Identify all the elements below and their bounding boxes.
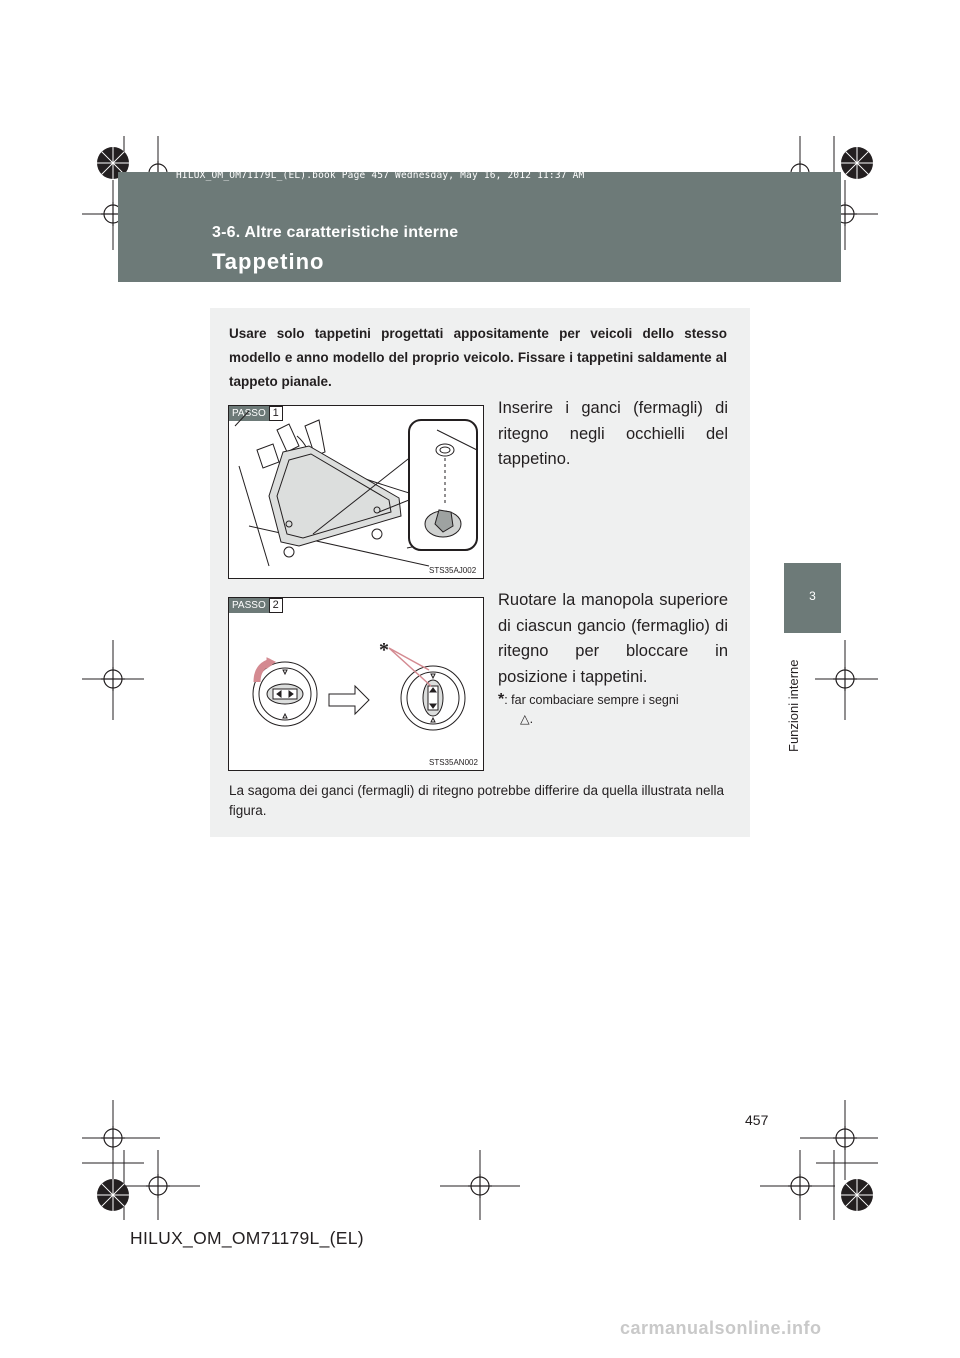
watermark: carmanualsonline.info	[620, 1318, 822, 1338]
note-asterisk: *	[498, 691, 505, 708]
page-number: 457	[745, 1112, 769, 1128]
step-1-badge-number: 1	[269, 406, 283, 421]
book-code: HILUX_OM_OM71179L_(EL)	[130, 1228, 364, 1248]
clip-rotation-illustration	[229, 598, 483, 770]
intro-paragraph: Usare solo tappetini progettati appositamente per veicoli dello stesso modello e anno modello del proprio veicolo. Fissare i tappetini saldamente al tappeto pianale.	[229, 326, 727, 389]
book-info-line: HILUX_OM_OM71179L_(EL).book Page 457 Wednesday, May 16, 2012 11:37 AM	[176, 170, 585, 181]
step-1-figure-code: STS35AJ002	[429, 566, 477, 575]
chapter-tab-label	[786, 642, 800, 752]
section-heading: 3-6. Altre caratteristiche interne	[212, 224, 459, 241]
step-2-figure	[228, 597, 484, 771]
page-title: Tappetino	[212, 249, 325, 274]
step-1-figure	[228, 405, 484, 579]
step-2-figure-code: STS35AN002	[429, 758, 478, 767]
chapter-tab-number: 3	[809, 589, 816, 603]
note-end: .	[529, 712, 534, 726]
floor-mat-illustration	[229, 406, 483, 578]
asterisk-note	[498, 690, 728, 729]
step-2-badge-number: 2	[269, 598, 283, 613]
triangle-mark-icon: △	[520, 712, 530, 726]
chapter-tab-label-text: Funzioni interne	[786, 659, 801, 752]
step-2-badge-label: PASSO	[229, 598, 269, 613]
svg-text:*: *	[379, 639, 389, 661]
step-2-text: Ruotare la manopola superiore di ciascun gancio (fermaglio) di ritegno per bloccare in posizione i tappetini.	[498, 591, 728, 686]
note-text: : far combaciare sempre i segni	[504, 693, 679, 707]
step-1-badge-label: PASSO	[229, 406, 269, 421]
footnote: La sagoma dei ganci (fermagli) di ritegno potrebbe differire da quella illustrata nella figura.	[229, 783, 725, 818]
step-1-text: Inserire i ganci (fermagli) di ritegno negli occhielli del tappetino.	[498, 399, 728, 468]
